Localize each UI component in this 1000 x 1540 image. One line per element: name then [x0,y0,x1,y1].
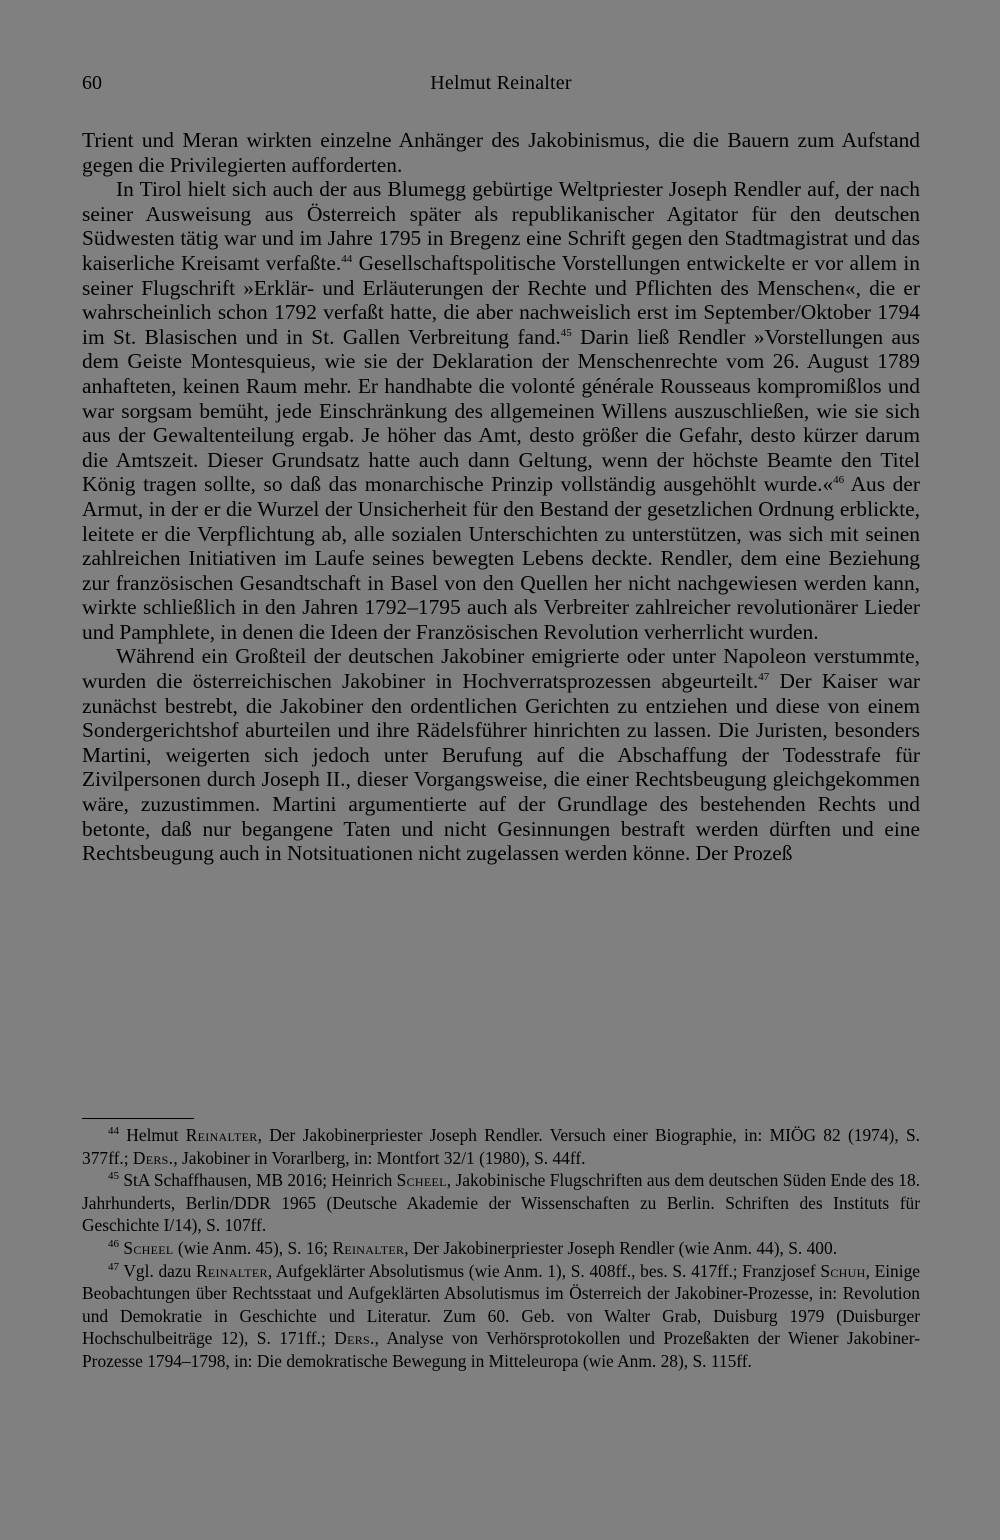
paragraph-text: Trient und Meran wirkten einzelne Anhänger des Jakobinismus, die die Bauern zum Aufstand gegen die Privilegierten aufforderten. [82,128,920,177]
footnote-text: Helmut [119,1125,186,1145]
footnote-number: 47 [108,1260,119,1273]
footnote-ref-46[interactable]: 46 [833,474,845,487]
paragraph-1 [82,128,920,177]
footnote-ref-44[interactable]: 44 [341,252,353,265]
paragraph-text: Während ein Großteil der deutschen Jakobiner emigrierte oder unter Napoleon verstummte, wurden die österreichischen Jakobiner in Hochverratsprozessen abgeurteilt. [82,644,920,694]
footnote-divider [82,1118,194,1119]
footnote-number: 44 [108,1125,119,1138]
footnote-text: Vgl. dazu [119,1260,196,1281]
footnote-ref-45[interactable]: 45 [560,326,572,339]
footnote-text: , Analyse von Verhörsprotokollen und Prozeßakten der Wiener Jakobiner-Prozesse 1794–1798, in: Die demokratische Bewegung in Mitteleuropa (wie Anm. 28), S. 115ff. [82,1328,920,1371]
author-name: Reinalter [332,1237,405,1258]
footnote-text: , Jakobiner in Vorarlberg, in: Montfort 32/1 (1980), S. 44ff. [173,1147,586,1168]
author-name: Ders. [132,1147,174,1168]
footnote-text: , Der Jakobinerpriester Joseph Rendler. Versuch einer Biographie, in: MIÖG 82 (1974), S. 377ff.; [82,1125,920,1168]
author-name: Ders. [334,1328,375,1349]
footnote-number: 46 [108,1238,119,1251]
footnote-text: , Einige Beobachtungen über Rechtsstaat und Aufgeklärten Absolutismus im Österreich der Jakobiner-Prozesse, in: Revolution und Demokratie in Geschichte und Literatur. Zum 60. Geb. von Walter Grab, Duisburg 1979 (Duisburger Hochschulbeiträge 12), S. 171ff.; [82,1260,921,1349]
paragraph-text: Der Kaiser war zunächst bestrebt, die Jakobiner den ordentlichen Gerichten zu entziehen und diese von einem Sondergerichtshof aburteilen und ihre Rädelsführer hinrichten zu lassen. Die Juristen, besonders Martini, weigerten sich jedoch unter Berufung auf die Abschaffung der Todesstrafe für Zivilpersonen durch Joseph II., dieser Vorgangsweise, die einer Rechtsbeugung gleichgekommen wäre, zuzustimmen. Martini argumentierte auf der Grundlage des bestehenden Rechts und betonte, daß nur begangene Taten und nicht Gesinnungen bestraft werden dürften und eine Rechtsbeugung auch in Notsituationen nicht zugelassen werden könne. Der Prozeß [82,669,921,866]
running-head: Helmut Reinalter [430,72,572,94]
footnote-ref-47[interactable]: 47 [758,670,770,683]
paragraph-2 [82,177,920,644]
paragraph-text: Gesellschaftspolitische Vorstellungen entwickelte er vor allem in seiner Flugschrift »Erklär- und Erläuterungen der Rechte und Pflichten des Menschen«, die er wahrscheinlich schon 1792 verfaßt hatte, die aber nachweislich erst im September/Oktober 1794 im St. Blasischen und in St. Gallen Verbreitung fand. [82,250,920,349]
footnote-47 [82,1260,920,1373]
body-text [82,128,920,866]
footnote-44 [82,1124,920,1169]
footnote-46 [82,1237,920,1260]
footnote-text: (wie Anm. 45), S. 16; [173,1237,333,1258]
footnote-text: , Der Jakobinerpriester Joseph Rendler (wie Anm. 44), S. 400. [404,1237,838,1258]
paragraph-text: Aus der Armut, in der er die Wurzel der Unsicherheit für den Bestand der gesetzlichen Ordnung erblickte, leitete er die Verpflichtung ab, alle sozialen Unterschichten zu unterstützen, was sich mit seinen zahlreichen Initiativen im Laufe seines bewegten Lebens deckte. Rendler, dem eine Beziehung zur französischen Gesandtschaft in Basel von den Quellen her nicht nachgewiesen werden kann, wirkte schließlich in den Jahren 1792–1795 auch als Verbreiter zahlreicher revolutionärer Lieder und Pamphlete, in denen die Ideen der Französischen Revolution verherrlicht wurden. [82,472,920,644]
page-header [82,72,920,102]
author-name: Reinalter [195,1260,268,1281]
footnote-text: , Aufgeklärter Absolutismus (wie Anm. 1), S. 408ff., bes. S. 417ff.; Franzjosef [267,1260,821,1281]
paragraph-text: In Tirol hielt sich auch der aus Blumegg gebürtige Weltpriester Joseph Rendler auf, der nach seiner Ausweisung aus Österreich später als republikanischer Agitator für den deutschen Südwesten tätig war und im Jahre 1795 in Bregenz eine Schrift gegen den Stadtmagistrat und das kaiserliche Kreisamt verfaßte. [82,177,920,275]
footnotes [82,1124,920,1373]
footnote-text: StA Schaffhausen, MB 2016; Heinrich [119,1170,397,1191]
footnote-45 [82,1169,920,1237]
paragraph-text: Darin ließ Rendler »Vorstellungen aus dem Geiste Montesquieus, wie sie der Deklaration der Menschenrechte vom 26. August 1789 anhafteten, keinen Raum mehr. Er handhabte die volonté générale Rousseaus kompromißlos und war sorgsam bemüht, jede Einschränkung des allgemeinen Willens auszuschließen, wie sie sich aus der Gewaltenteilung ergab. Je höher das Amt, desto größer die Gefahr, desto kürzer darum die Amtszeit. Dieser Grundsatz hatte auch dann Geltung, wenn der höchste Beamte den Titel König tragen sollte, so daß das monarchische Prinzip vollständig ausgehöhlt wurde.« [82,324,920,497]
author-name: Schuh [820,1260,866,1281]
footnote-text: , Jakobinische Flugschriften aus dem deutschen Süden Ende des 18. Jahrhunderts, Berlin/DDR 1965 (Deutsche Akademie der Wissenschaften zu Berlin. Schriften des Instituts für Geschichte I/14), S. 107ff. [82,1170,920,1236]
author-name: Scheel [396,1170,447,1191]
footnote-number: 45 [108,1170,119,1183]
paragraph-3 [82,644,920,865]
page-number: 60 [82,72,102,94]
author-name: Scheel [123,1237,174,1258]
author-name: Reinalter [185,1125,258,1145]
